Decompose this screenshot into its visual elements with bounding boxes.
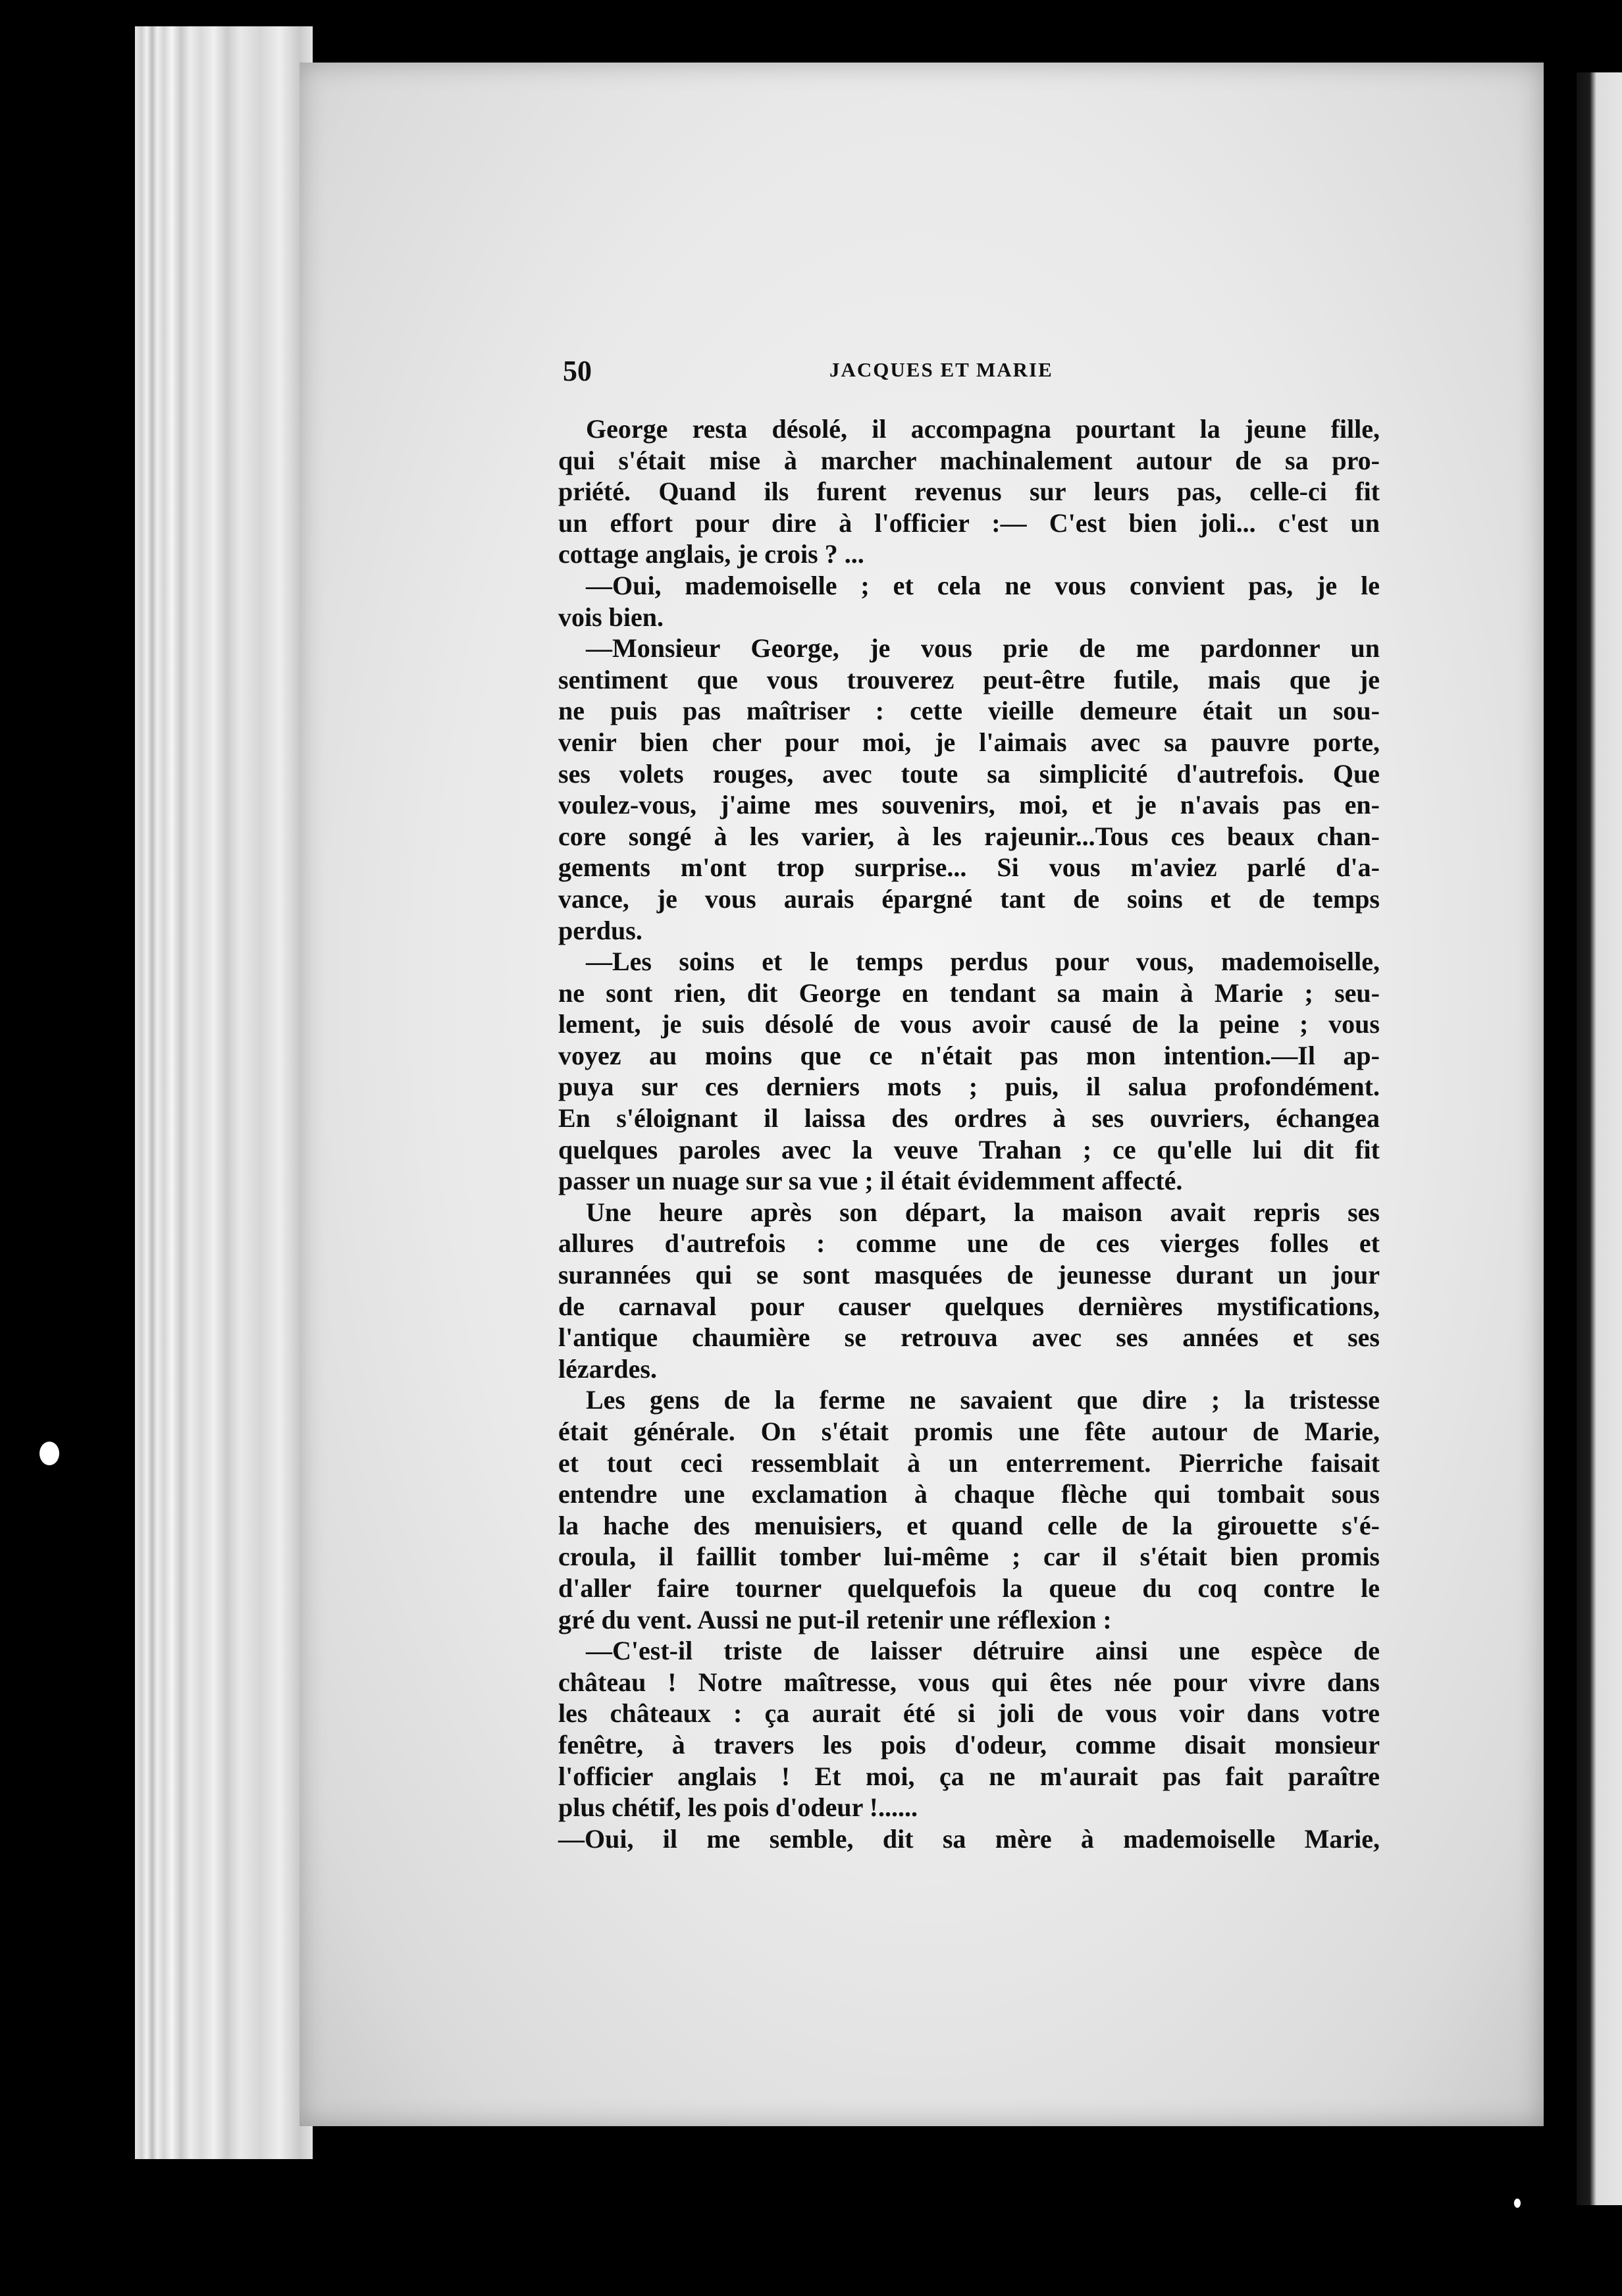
text-line: ses volets rouges, avec toute sa simplicité d'autrefois. Que bbox=[558, 758, 1380, 789]
text-line: surannées qui se sont masquées de jeunesse durant un jour bbox=[558, 1260, 1380, 1290]
text-line: —Oui, mademoiselle ; et cela ne vous convient pas, je le bbox=[586, 570, 1380, 600]
text-line: allures d'autrefois : comme une de ces vierges folles et bbox=[558, 1228, 1380, 1259]
text-line: l'antique chaumière se retrouva avec ses années et ses bbox=[558, 1322, 1380, 1353]
text-line: fenêtre, à travers les pois d'odeur, comme disait monsieur bbox=[558, 1729, 1380, 1760]
text-line: En s'éloignant il laissa des ordres à ses ouvriers, échangea bbox=[558, 1103, 1380, 1134]
text-line: les châteaux : ça aurait été si joli de vous voir dans votre bbox=[558, 1698, 1380, 1729]
text-line: qui s'était mise à marcher machinalement autour de sa pro- bbox=[558, 445, 1380, 475]
text-line: d'aller faire tourner quelquefois la queue du coq contre le bbox=[558, 1573, 1380, 1603]
text-line: venir bien cher pour moi, je l'aimais avec sa pauvre porte, bbox=[558, 727, 1380, 757]
scan-speck bbox=[39, 1442, 59, 1465]
text-line: croula, il faillit tomber lui-même ; car il s'était bien promis bbox=[558, 1542, 1380, 1572]
text-line: Les gens de la ferme ne savaient que dire ; la tristesse bbox=[586, 1385, 1380, 1415]
text-line: un effort pour dire à l'officier :— C'est bien joli... c'est un bbox=[558, 508, 1380, 538]
text-line: vance, je vous aurais épargné tant de soins et de temps bbox=[558, 883, 1380, 914]
text-line: cottage anglais, je crois ? ... bbox=[558, 539, 864, 569]
text-line: —Monsieur George, je vous prie de me pardonner un bbox=[586, 633, 1380, 664]
page-number: 50 bbox=[563, 355, 592, 387]
text-line: lement, je suis désolé de vous avoir causé de la peine ; vous bbox=[558, 1009, 1380, 1039]
text-line: lézardes. bbox=[558, 1353, 657, 1384]
body-text bbox=[558, 413, 1380, 1854]
book-page-edges bbox=[135, 26, 313, 2159]
text-line: de carnaval pour causer quelques dernières mystifications, bbox=[558, 1291, 1380, 1321]
text-line: la hache des menuisiers, et quand celle de la girouette s'é- bbox=[558, 1510, 1380, 1540]
text-line: était générale. On s'était promis une fête autour de Marie, bbox=[558, 1417, 1380, 1446]
scan-speck bbox=[1514, 2199, 1521, 2208]
text-line: voulez-vous, j'aime mes souvenirs, moi, et je n'avais pas en- bbox=[558, 790, 1380, 820]
text-line: passer un nuage sur sa vue ; il était évidemment affecté. bbox=[558, 1166, 1183, 1196]
text-line: voyez au moins que ce n'était pas mon intention.—Il ap- bbox=[558, 1040, 1380, 1070]
text-line: core songé à les varier, à les rajeunir...Tous ces beaux chan- bbox=[558, 821, 1380, 851]
text-line: ne sont rien, dit George en tendant sa main à Marie ; seu- bbox=[558, 978, 1380, 1008]
text-line: —C'est-il triste de laisser détruire ainsi une espèce de bbox=[586, 1636, 1380, 1666]
text-line: gré du vent. Aussi ne put-il retenir une réflexion : bbox=[558, 1604, 1112, 1634]
running-title: JACQUES ET MARIE bbox=[829, 358, 1053, 381]
text-line: sentiment que vous trouverez peut-être futile, mais que je bbox=[558, 664, 1380, 694]
text-line: —Les soins et le temps perdus pour vous, mademoiselle, bbox=[586, 947, 1380, 977]
text-line: puya sur ces derniers mots ; puis, il salua profondément. bbox=[558, 1072, 1380, 1102]
text-line: perdus. bbox=[558, 915, 642, 945]
running-head bbox=[563, 354, 1392, 387]
text-line: priété. Quand ils furent revenus sur leurs pas, celle-ci fit bbox=[558, 477, 1380, 507]
text-line: vois bien. bbox=[558, 602, 664, 632]
text-line: et tout ceci ressemblait à un enterrement. Pierriche faisait bbox=[558, 1448, 1380, 1478]
text-line: château ! Notre maîtresse, vous qui êtes née pour vivre dans bbox=[558, 1667, 1380, 1697]
text-line: entendre une exclamation à chaque flèche qui tombait sous bbox=[558, 1479, 1380, 1509]
text-line: ne puis pas maîtriser : cette vieille demeure était un sou- bbox=[558, 696, 1380, 726]
text-line: George resta désolé, il accompagna pourtant la jeune fille, bbox=[586, 414, 1380, 444]
text-line: Une heure après son départ, la maison avait repris ses bbox=[586, 1197, 1380, 1227]
text-line: gements m'ont trop surprise... Si vous m'aviez parlé d'a- bbox=[558, 852, 1380, 883]
text-line: quelques paroles avec la veuve Trahan ; ce qu'elle lui dit fit bbox=[558, 1134, 1380, 1164]
text-line: plus chétif, les pois d'odeur !...... bbox=[558, 1792, 918, 1823]
facing-page-edge bbox=[1577, 72, 1622, 2205]
text-line: l'officier anglais ! Et moi, ça ne m'aurait pas fait paraître bbox=[558, 1761, 1380, 1791]
text-line: —Oui, il me semble, dit sa mère à mademoiselle Marie, bbox=[558, 1823, 1380, 1854]
